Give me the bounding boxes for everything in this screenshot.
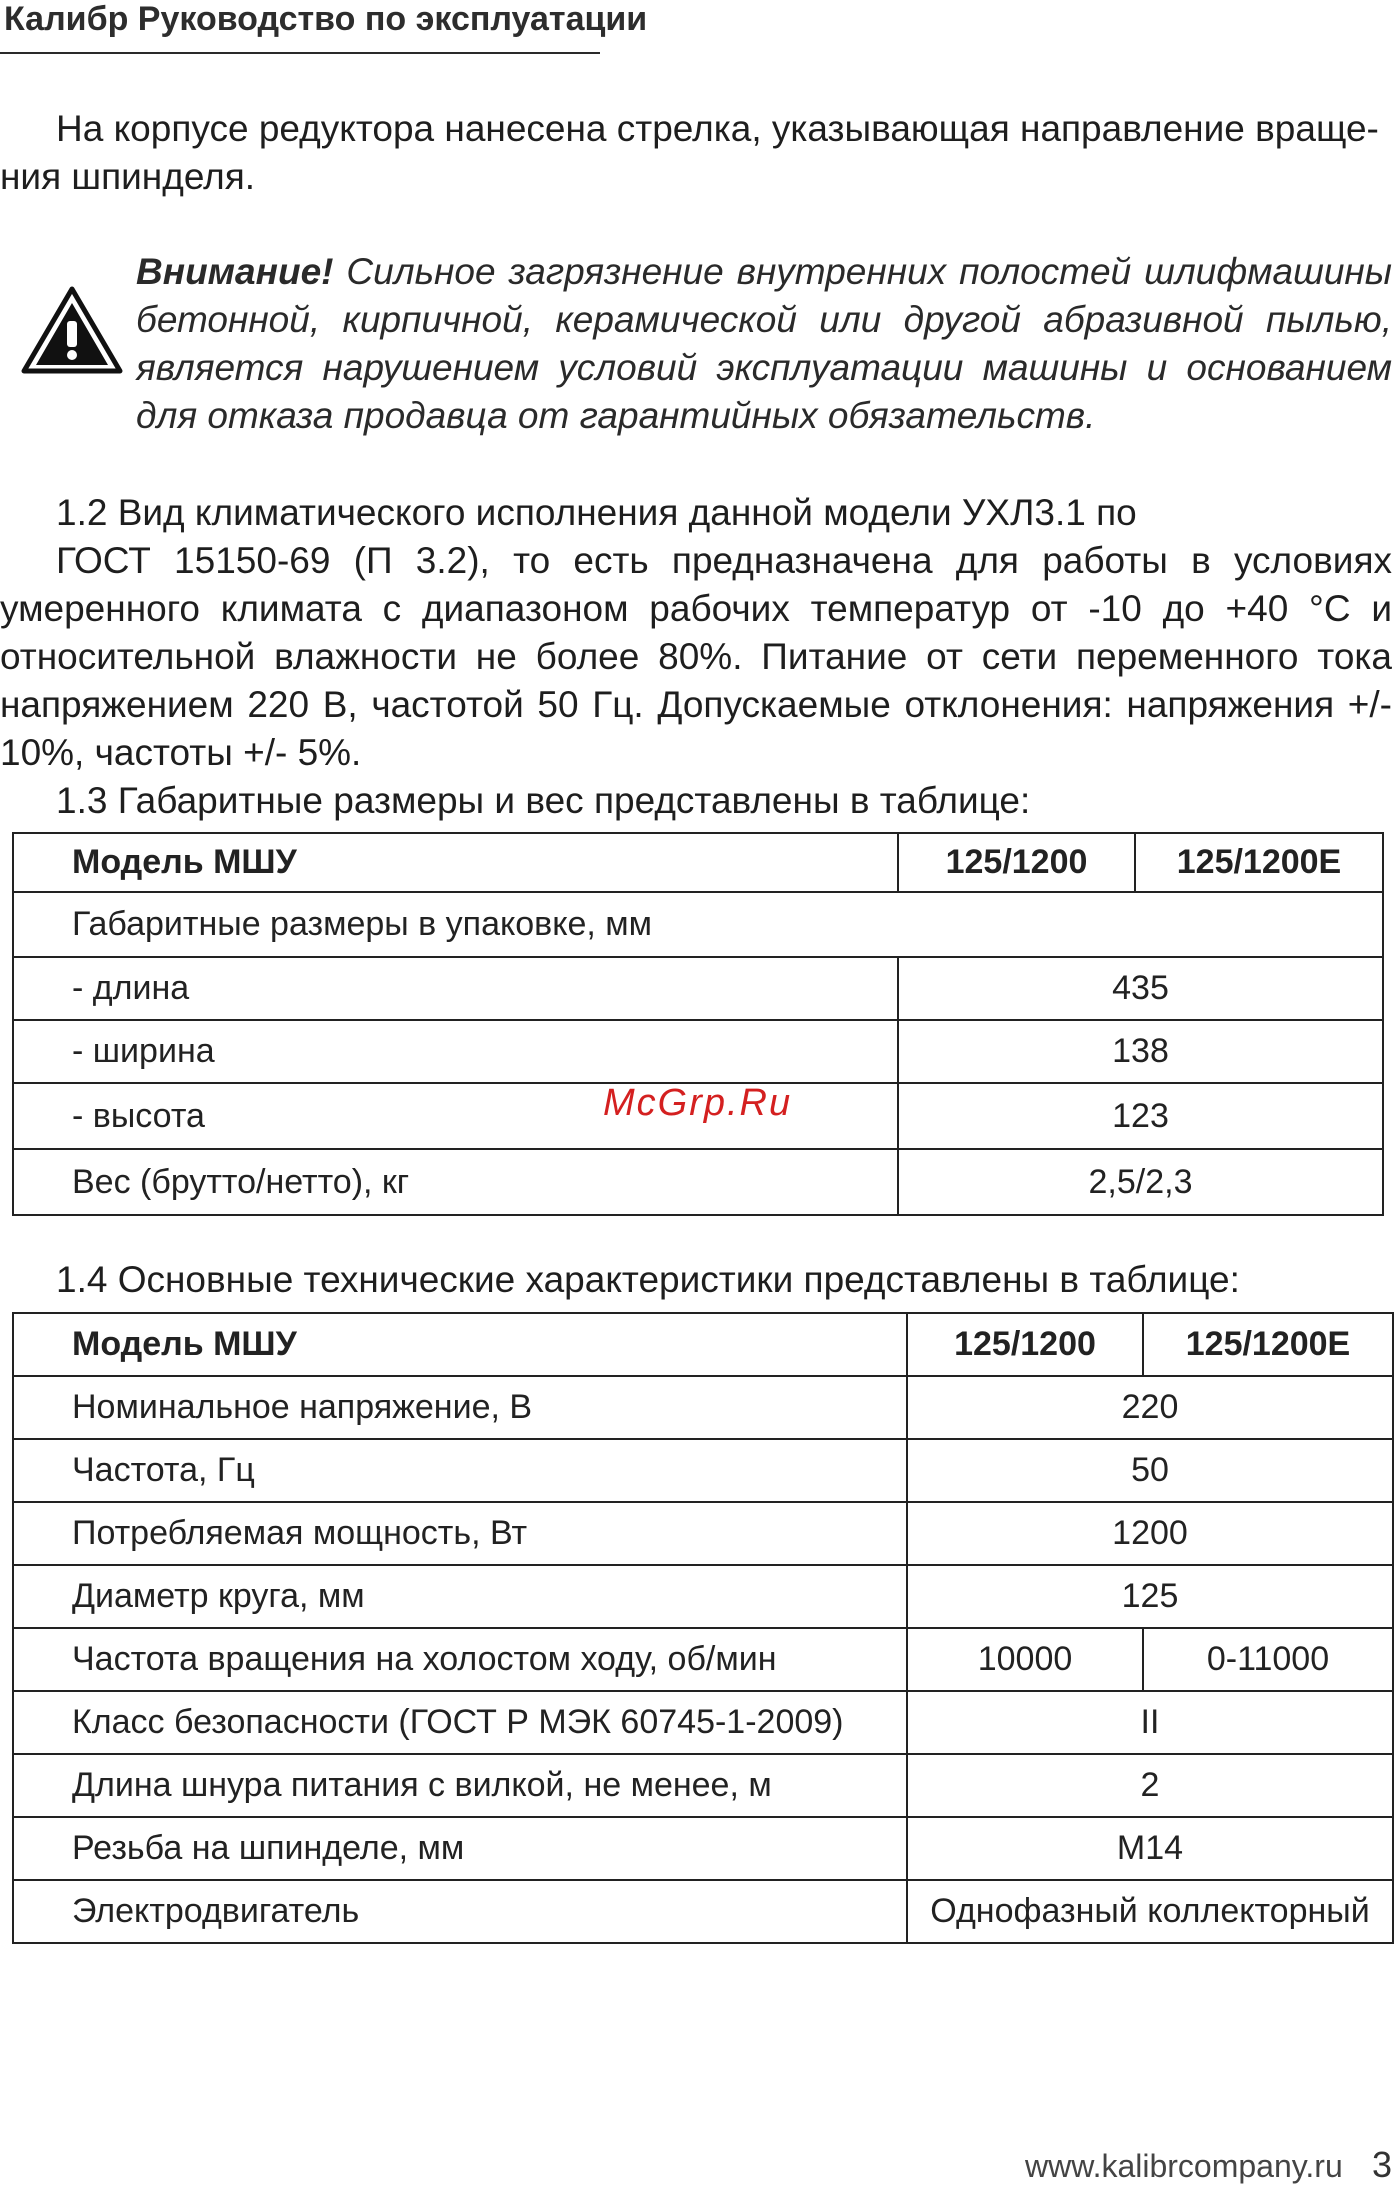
value-cell: 123: [898, 1083, 1383, 1149]
table-row: [13, 1628, 1393, 1691]
value-cell: 1200: [907, 1502, 1393, 1565]
table-header-row: [13, 833, 1383, 892]
value-cell: Однофазный коллекторный: [907, 1880, 1393, 1943]
warning-body: Сильное загрязнение внутренних полостей шлифмашины бетонной, кирпичной, керамической или другой абразивной пылью, является нарушением условий эксплуатации машины и основанием для отказа продавца от гарантийных обязательств.: [136, 251, 1392, 436]
section-1-2-body: ГОСТ 15150-69 (П 3.2), то есть предназначена для работы в условиях умеренного климата с диапазоном рабочих температур от -10 до +40 °С и относительной влажности не более 80%. Питание от сети переменного тока напряжением 220 В, частотой 50 Гц. Допускаемые отклонения: напряжения +/- 10%, частоты +/- 5%.: [0, 540, 1392, 773]
table-row: [13, 1565, 1393, 1628]
header-cell: 125/1200E: [1135, 833, 1383, 892]
label-cell: - высота: [13, 1083, 898, 1149]
header-cell: 125/1200E: [1143, 1313, 1393, 1376]
page-number: 3: [1372, 2144, 1393, 2185]
table-row: [13, 1880, 1393, 1943]
label-cell: - ширина: [13, 1020, 898, 1083]
header-cell: Модель МШУ: [13, 1313, 907, 1376]
label-cell: Диаметр круга, мм: [13, 1565, 907, 1628]
dimensions-table: [12, 832, 1384, 1216]
table-row: [13, 1439, 1393, 1502]
value-cell: II: [907, 1691, 1393, 1754]
watermark: McGrp.Ru: [603, 1082, 793, 1124]
intro-line-2: ния шпинделя.: [0, 156, 256, 197]
warning-notice: [136, 248, 1392, 440]
table-row: [13, 1376, 1393, 1439]
header-cell: 125/1200: [907, 1313, 1143, 1376]
value-cell: 2,5/2,3: [898, 1149, 1383, 1215]
warning-icon: [20, 285, 124, 375]
table-header-row: [13, 1313, 1393, 1376]
value-cell: 125: [907, 1565, 1393, 1628]
value-cell: 220: [907, 1376, 1393, 1439]
label-cell: Частота, Гц: [13, 1439, 907, 1502]
table-row: [13, 1817, 1393, 1880]
label-cell: Класс безопасности (ГОСТ Р МЭК 60745-1-2009): [13, 1691, 907, 1754]
header-title: Калибр Руководство по эксплуатации: [4, 0, 648, 38]
label-cell: Частота вращения на холостом ходу, об/мин: [13, 1628, 907, 1691]
table-row: [13, 892, 1383, 957]
header-cell: 125/1200: [898, 833, 1135, 892]
value-cell: М14: [907, 1817, 1393, 1880]
section-1-2-heading: 1.2 Вид климатического исполнения данной модели УХЛ3.1 по: [56, 492, 1137, 533]
table-row: [13, 1020, 1383, 1083]
label-cell: Резьба на шпинделе, мм: [13, 1817, 907, 1880]
section-1-3-heading: 1.3 Габаритные размеры и вес представлены в таблице:: [56, 780, 1031, 821]
label-cell: Электродвигатель: [13, 1880, 907, 1943]
value-cell: 138: [898, 1020, 1383, 1083]
label-cell: - длина: [13, 957, 898, 1020]
header-cell: Модель МШУ: [13, 833, 898, 892]
value-cell: 10000: [907, 1628, 1143, 1691]
label-cell: Потребляемая мощность, Вт: [13, 1502, 907, 1565]
table-row: [13, 957, 1383, 1020]
intro-line-1: На корпусе редуктора нанесена стрелка, указывающая направление враще-: [56, 108, 1379, 149]
value-cell: 50: [907, 1439, 1393, 1502]
table-row: [13, 1691, 1393, 1754]
value-cell: 0-11000: [1143, 1628, 1393, 1691]
value-cell: 2: [907, 1754, 1393, 1817]
table-row: [13, 1149, 1383, 1215]
value-cell: 435: [898, 957, 1383, 1020]
group-label-cell: Габаритные размеры в упаковке, мм: [13, 892, 1383, 957]
table-row: [13, 1502, 1393, 1565]
section-1-4-heading: 1.4 Основные технические характеристики представлены в таблице:: [56, 1259, 1240, 1300]
specs-table: [12, 1312, 1394, 1944]
warning-label: Внимание!: [136, 251, 334, 292]
footer-website: www.kalibrcompany.ru: [1025, 2148, 1343, 2184]
label-cell: Длина шнура питания с вилкой, не менее, м: [13, 1754, 907, 1817]
table-row: [13, 1754, 1393, 1817]
page-header: [0, 0, 648, 54]
label-cell: Номинальное напряжение, В: [13, 1376, 907, 1439]
label-cell: Вес (брутто/нетто), кг: [13, 1149, 898, 1215]
